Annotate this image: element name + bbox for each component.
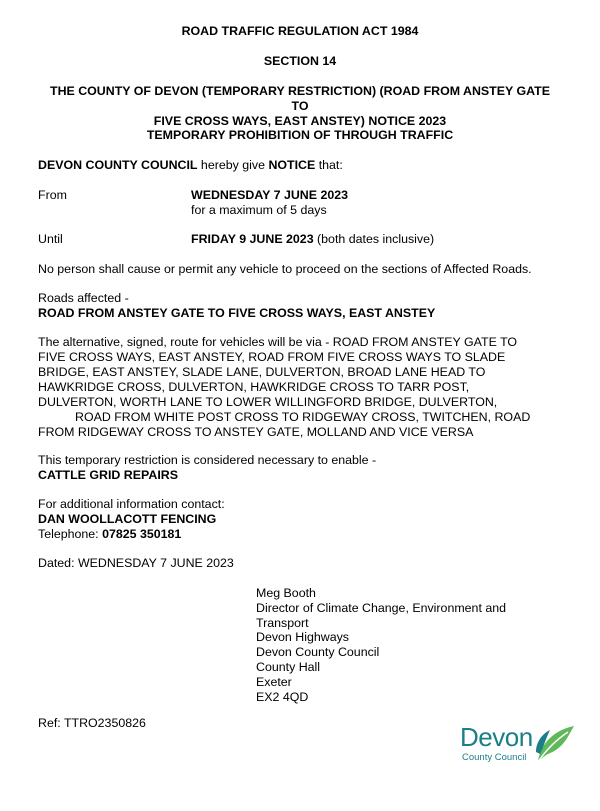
alt-line-6: ROAD FROM WHITE POST CROSS TO RIDGEWAY CROSS, TWITCHEN, ROAD — [75, 410, 531, 424]
sig-line-5: Devon County Council — [256, 645, 380, 660]
until-note: (both dates inclusive) — [313, 232, 435, 246]
hereby-text: hereby give — [197, 158, 269, 172]
alt-line-5: DULVERTON, WORTH LANE TO LOWER WILLINGFORD BRIDGE, DULVERTON, — [38, 395, 498, 409]
reason-label: This temporary restriction is considered necessary to enable - — [38, 453, 377, 467]
roads-affected — [38, 291, 568, 321]
leaf-icon — [534, 722, 576, 766]
logo-word: Devon — [460, 722, 533, 752]
contact — [38, 497, 568, 542]
until-value — [191, 232, 571, 247]
contact-label: For additional information contact: — [38, 497, 225, 511]
alt-line-3: BRIDGE, EAST ANSTEY, SLADE LANE, DULVERTON, BROAD LANE HEAD TO — [38, 365, 486, 379]
logo-sub: County Council — [462, 752, 527, 763]
order-title — [40, 84, 560, 129]
contact-telephone — [38, 527, 568, 542]
alt-line-7: FROM RIDGEWAY CROSS TO ANSTEY GATE, MOLLAND AND VICE VERSA — [38, 425, 474, 439]
reason-value: CATTLE GRID REPAIRS — [38, 468, 178, 482]
dated-line: Dated: WEDNESDAY 7 JUNE 2023 — [38, 556, 234, 570]
tel-value: 07825 350181 — [102, 527, 182, 541]
reason — [38, 453, 568, 483]
alt-line-4: HAWKRIDGE CROSS, DULVERTON, HAWKRIDGE CROSS TO TARR POST, — [38, 380, 470, 394]
reference: Ref: TTRO2350826 — [38, 716, 146, 730]
order-title-line-2: FIVE CROSS WAYS, EAST ANSTEY) NOTICE 2023 — [153, 114, 447, 128]
sig-line-6: County Hall — [256, 659, 321, 674]
until-date: FRIDAY 9 JUNE 2023 — [191, 232, 314, 246]
notice-heading: TEMPORARY PROHIBITION OF THROUGH TRAFFIC — [146, 128, 454, 142]
sig-line-1: Meg Booth — [256, 586, 316, 600]
roads-value: ROAD FROM ANSTEY GATE TO FIVE CROSS WAYS, EAST ANSTEY — [38, 306, 436, 320]
from-label: From — [38, 188, 67, 202]
alt-line-2: FIVE CROSS WAYS, EAST ANSTEY, ROAD FROM FIVE CROSS WAYS TO SLADE — [38, 350, 506, 364]
sig-line-7: Exeter — [256, 674, 292, 689]
from-note: for a maximum of 5 days — [191, 203, 327, 217]
sig-line-2: Director of Climate Change, Environment and — [256, 600, 506, 615]
sig-line-3: Transport — [256, 615, 309, 630]
tel-label: Telephone: — [38, 527, 103, 541]
from-value — [191, 188, 571, 218]
sig-line-8: EX2 4QD — [256, 689, 309, 704]
from-date: WEDNESDAY 7 JUNE 2023 — [191, 188, 349, 202]
alternative-route — [38, 335, 568, 440]
contact-name: DAN WOOLLACOTT FENCING — [38, 512, 217, 526]
prohibition-text: No person shall cause or permit any vehicle to proceed on the sections of Affected Roads. — [38, 262, 532, 276]
notice-word: NOTICE — [268, 158, 316, 172]
council-name: DEVON COUNTY COUNCIL — [38, 158, 198, 172]
order-title-line-1: THE COUNTY OF DEVON (TEMPORARY RESTRICTION) (ROAD FROM ANSTEY GATE TO — [50, 84, 550, 113]
section-title: SECTION 14 — [263, 54, 337, 68]
until-label: Until — [38, 232, 63, 246]
alt-line-1: The alternative, signed, route for vehicles will be via - ROAD FROM ANSTEY GATE TO — [38, 335, 518, 349]
devon-logo — [460, 722, 580, 772]
sig-line-4: Devon Highways — [256, 630, 349, 645]
roads-label: Roads affected - — [38, 291, 129, 305]
that-text: that: — [315, 158, 343, 172]
act-title: ROAD TRAFFIC REGULATION ACT 1984 — [181, 24, 419, 38]
signature-block — [256, 586, 556, 704]
notice-intro — [38, 158, 568, 173]
